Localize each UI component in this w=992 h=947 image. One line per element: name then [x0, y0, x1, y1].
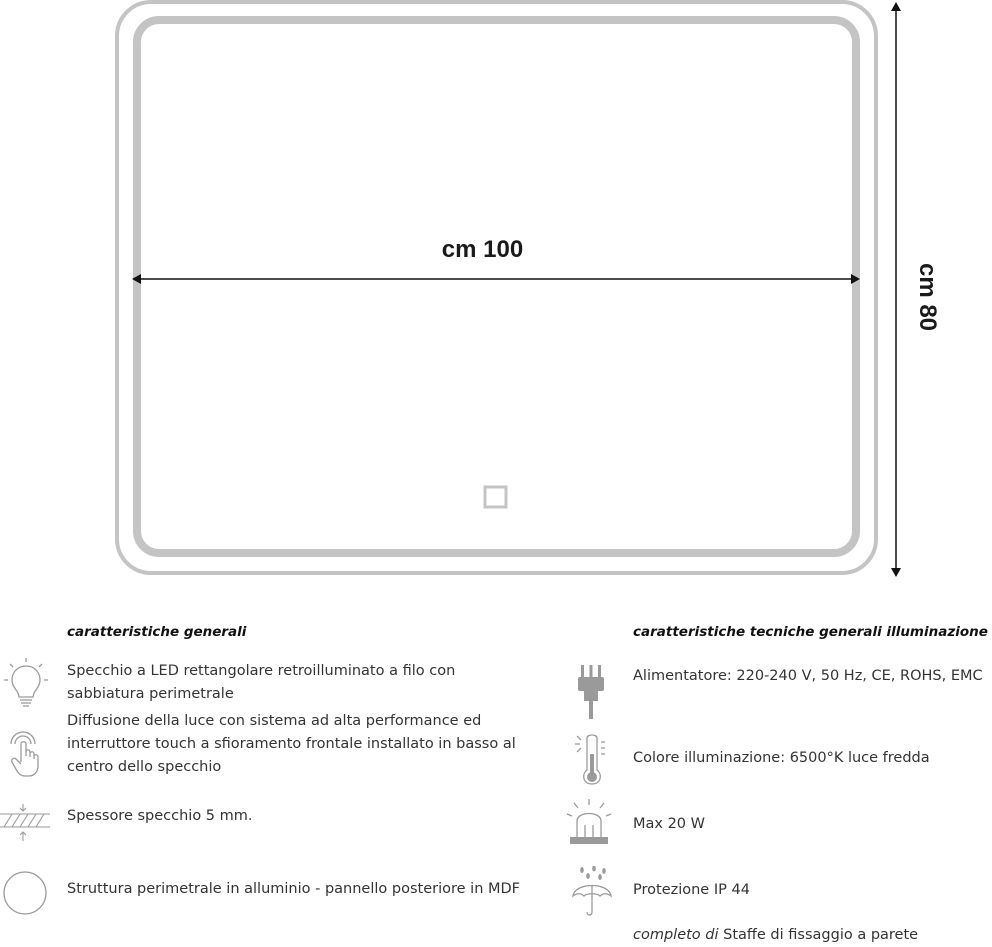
lamp-icon [566, 797, 612, 847]
touch-hand-icon [5, 726, 45, 778]
umbrella-rain-icon [570, 866, 614, 918]
general-item-3-text: Spessore specchio 5 mm. [67, 808, 253, 824]
power-plug-icon [577, 663, 605, 721]
general-item-1-text: Specchio a LED rettangolare retroilluminato a filo con sabbiatura perimetrale [67, 663, 456, 702]
lighting-section-title: caratteristiche tecniche generali illuminazione [633, 624, 988, 640]
width-label: cm 100 [441, 236, 524, 263]
width-dimension-arrow [132, 274, 860, 284]
lighting-footer [633, 924, 992, 947]
lighting-item-1-text: Alimentatore: 220-240 V, 50 Hz, CE, ROHS, EMC [633, 668, 983, 684]
lighting-item-3-text: Max 20 W [633, 816, 705, 832]
general-item-2-text: Diffusione della luce con sistema ad alta performance ed interruttore touch a sfioramento frontale installato in basso al centro dello specchio [67, 713, 516, 775]
circle-frame-icon [2, 870, 48, 916]
general-item-4-text: Struttura perimetrale in alluminio - pannello posteriore in MDF [67, 881, 521, 897]
lighting-footer-text: Staffe di fissaggio a parete [718, 927, 919, 943]
mirror-inner-frame [137, 20, 856, 553]
touch-switch [485, 487, 506, 507]
height-dimension-arrow [891, 2, 901, 577]
general-section-title: caratteristiche generali [67, 624, 247, 640]
thermometer-icon [573, 730, 607, 788]
lighting-item-4-text: Protezione IP 44 [633, 882, 750, 898]
lighting-item-2-text: Colore illuminazione: 6500°K luce fredda [633, 750, 930, 766]
lighting-footer-italic: completo di [633, 927, 719, 943]
lightbulb-icon [4, 656, 48, 710]
height-label: cm 80 [914, 262, 941, 332]
thickness-icon [0, 804, 50, 844]
